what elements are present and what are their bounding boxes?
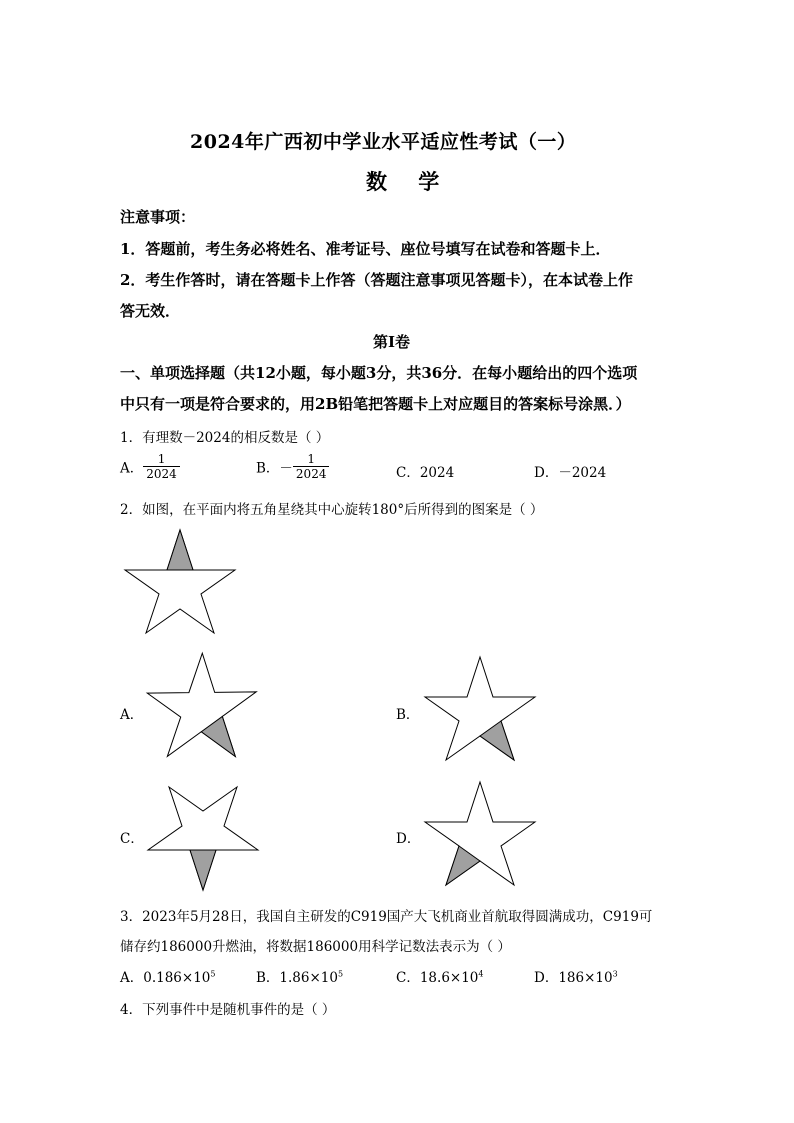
q3-option-a-exponent: 5 [210, 969, 216, 979]
q3-option-b-label: B． [256, 970, 280, 986]
q2-option-a-star-shape [130, 641, 280, 789]
question-2-stem: 2．如图，在平面内将五角星绕其中心旋转180°后所得到的图案是（ ） [120, 502, 544, 518]
q2-option-b-star-shape [425, 657, 535, 760]
q1-option-a [120, 452, 180, 481]
q1-option-d: D．－2024 [534, 465, 607, 481]
q1-option-a-fraction [143, 452, 180, 481]
volume-heading: 第Ⅰ卷 [373, 333, 411, 351]
q3-option-a-label: A． [120, 970, 144, 986]
q2-option-c-shaded-point [190, 850, 216, 890]
q3-option-b-exponent: 5 [337, 969, 344, 979]
q1-option-b-label: B．－ [256, 460, 293, 477]
q3-option-d [534, 966, 618, 986]
question-1-stem: 1．有理数－2024的相反数是（ ） [120, 430, 330, 446]
q1-b-numerator: 1 [307, 452, 316, 466]
q2-original-star-figure [125, 530, 235, 635]
q3-option-a-value: 0.186×10 [143, 970, 211, 986]
notice-heading: 注意事项： [120, 208, 196, 226]
q1-b-denominator: 2024 [293, 466, 330, 481]
notice-item-2-line1: 2．考生作答时，请在答题卡上作答（答题注意事项见答题卡），在本试卷上作 [120, 271, 633, 289]
notice-item-2-line2: 答无效． [120, 302, 181, 320]
q1-option-b-fraction [293, 452, 330, 481]
q2-option-c-star [148, 780, 258, 885]
q2-option-b-label: B． [396, 707, 420, 723]
q1-option-b [256, 452, 329, 481]
part1-instruction-line2: 中只有一项是符合要求的，用2B铅笔把答题卡上对应题目的答案标号涂黑．） [120, 395, 631, 413]
q2-option-b-star [425, 657, 535, 762]
q2-option-d-star-shape [425, 782, 535, 885]
q1-a-numerator: 1 [157, 452, 166, 466]
q3-option-c-exponent: 4 [478, 969, 484, 979]
q2-option-d-star [425, 782, 535, 887]
q1-a-denominator: 2024 [143, 466, 180, 481]
q2-original-shaded-point [167, 530, 193, 570]
question-3-stem-line2: 储存约186000升燃油，将数据186000用科学记数法表示为（ ） [120, 939, 511, 955]
q2-option-d-label: D． [396, 831, 421, 847]
q2-option-c-label: C． [120, 831, 144, 847]
q3-option-c-label: C． [396, 970, 420, 986]
q1-option-a-label: A． [120, 460, 144, 477]
q3-option-c [396, 966, 484, 986]
q3-option-d-label: D． [534, 970, 559, 986]
q3-option-b [256, 966, 343, 986]
q3-option-b-value: 1.86×10 [279, 970, 338, 986]
q3-option-d-value: 186×10 [558, 970, 613, 986]
q2-option-a-star [148, 657, 258, 762]
q1-option-c: C．2024 [396, 465, 455, 481]
question-3-stem-line1: 3．2023年5月28日，我国自主研发的C919国产大飞机商业首航取得圆满成功，C919可 [120, 909, 653, 925]
q3-option-a [120, 966, 215, 986]
question-4-stem: 4．下列事件中是随机事件的是（ ） [120, 1002, 336, 1018]
notice-item-1: 1．答题前，考生务必将姓名、准考证号、座位号填写在试卷和答题卡上． [120, 240, 611, 258]
subject-title: 数 学 [366, 169, 452, 194]
q3-option-d-exponent: 3 [612, 969, 618, 979]
exam-title: 2024年广西初中学业水平适应性考试（一） [190, 131, 577, 153]
q3-option-c-value: 18.6×10 [419, 970, 479, 986]
q2-option-a-label: A． [120, 707, 144, 723]
part1-instruction-line1: 一、单项选择题（共12小题，每小题3分，共36分．在每小题给出的四个选项 [120, 364, 638, 382]
